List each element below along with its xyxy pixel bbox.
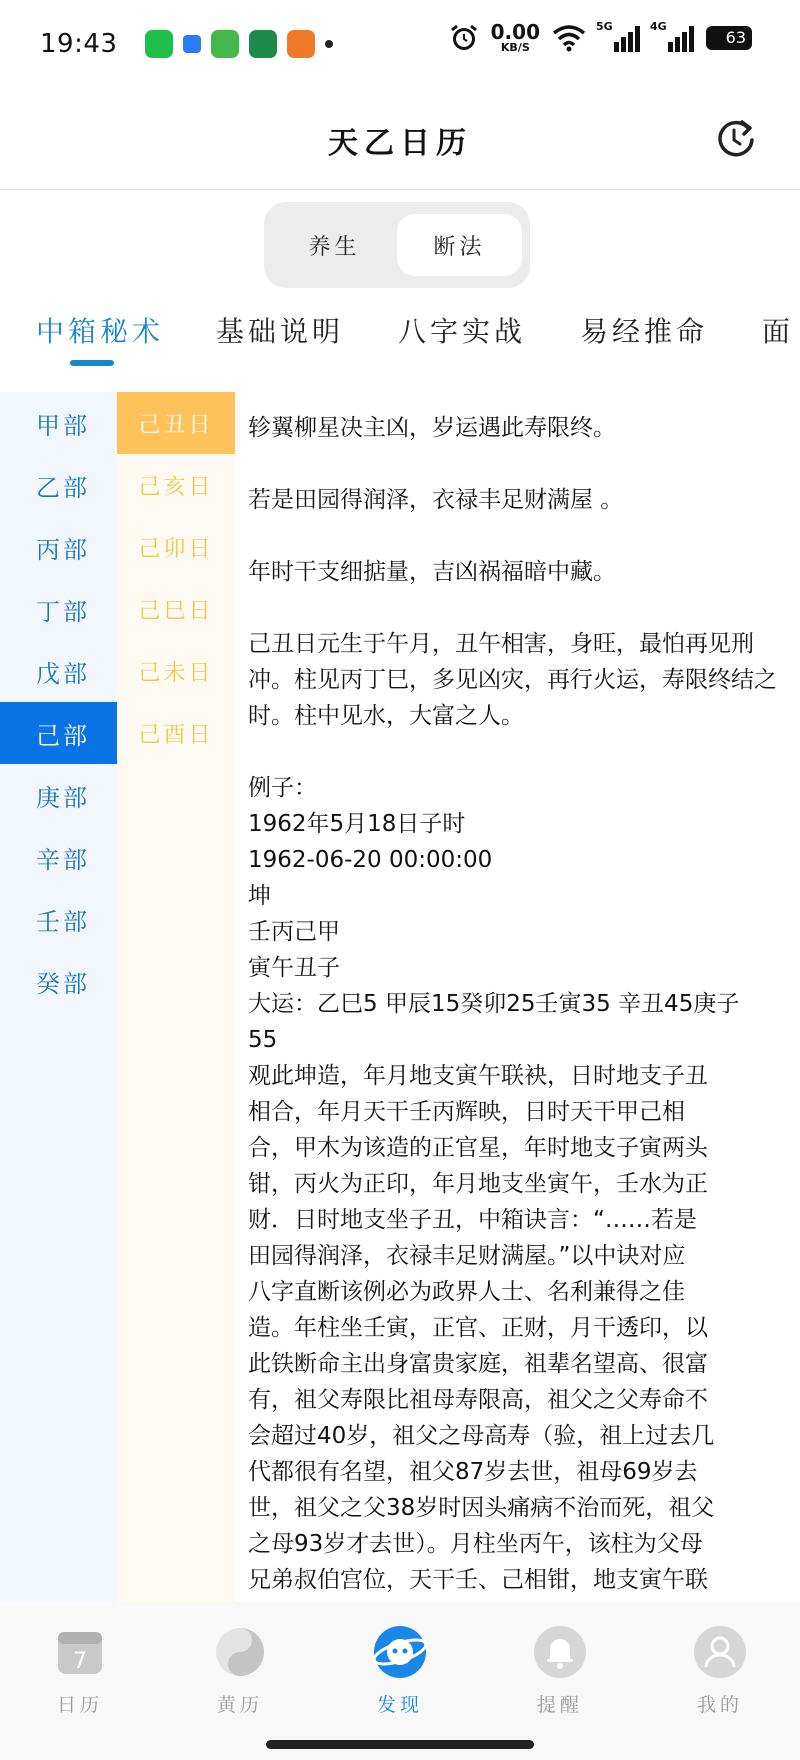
nav-label: 提醒: [536, 1694, 583, 1716]
app-orange-icon: [287, 30, 315, 58]
status-right: [449, 19, 752, 54]
analysis-line: 造。年柱坐壬寅，正官、正财，月干透印，以: [248, 1315, 708, 1341]
analysis-line: 代都很有名望，祖父87岁去世，祖母69岁去: [248, 1459, 698, 1485]
oppo-store-icon: [249, 30, 277, 58]
user-icon: [690, 1622, 750, 1682]
nav-calendar[interactable]: [20, 1622, 140, 1717]
example-date: 1962年5月18日子时: [248, 811, 466, 837]
segment-health[interactable]: 养生: [308, 234, 361, 260]
day-item-jiwei[interactable]: 己未日: [138, 660, 214, 686]
tab-face[interactable]: 面: [762, 315, 795, 348]
verse-line-2: 若是田园得润泽，衣禄丰足财满屋 。: [248, 487, 624, 513]
day-item-jimao[interactable]: 己卯日: [138, 536, 214, 562]
day-item-jisi[interactable]: 己巳日: [138, 598, 214, 624]
analysis-line: 之母93岁才去世）。月柱坐丙午，该柱为父母: [248, 1531, 703, 1557]
tab-bazi-practice[interactable]: 八字实战: [398, 315, 527, 348]
svg-text:7: 7: [73, 1649, 87, 1674]
explanation-paragraph: 己丑日元生于午月，丑午相害，身旺，最怕再见刑冲。柱见丙丁巳，多见凶灾，再行火运，寿限终结之时。柱中见水，大富之人。: [248, 631, 777, 729]
wechat-icon: [145, 30, 173, 58]
verse-line-3: 年时干支细掂量，吉凶祸福暗中藏。: [248, 559, 616, 585]
tab-yijing[interactable]: 易经推命: [580, 315, 709, 348]
sim2-tag: 4G: [650, 19, 667, 33]
status-time: 19:43: [40, 29, 118, 59]
nav-label: 黄历: [216, 1694, 263, 1716]
app-blue-icon: [183, 35, 201, 53]
analysis-line: 相合，年月天干壬丙辉映，日时天干甲己相: [248, 1099, 685, 1125]
analysis-line: 钳，丙火为正印，年月地支坐寅午，壬水为正: [248, 1171, 708, 1197]
analysis-line: 八字直断该例必为政界人士、名利兼得之佳: [248, 1279, 685, 1305]
segment-method[interactable]: 断法: [397, 214, 522, 276]
example-gender: 坤: [248, 883, 271, 909]
nav-profile[interactable]: [660, 1622, 780, 1717]
analysis-line: 此铁断命主出身富贵家庭，祖辈名望高、很富: [248, 1351, 708, 1377]
net-speed-value: 0.00: [490, 20, 540, 44]
part-item-xin[interactable]: 辛部: [36, 845, 90, 874]
example-stems: 壬丙己甲: [248, 919, 340, 945]
analysis-line: 合，甲木为该造的正官星，年时地支子寅两头: [248, 1135, 708, 1161]
day-item-jichou[interactable]: 己丑日: [117, 392, 235, 454]
article-content: [248, 410, 778, 1602]
day-list: [117, 392, 235, 1602]
wifi-icon: [552, 24, 586, 52]
discover-planet-icon: [370, 1622, 430, 1682]
signal-sim1-icon: [596, 19, 640, 52]
tab-zhongxiang[interactable]: 中箱秘术: [36, 315, 165, 348]
part-item-bing[interactable]: 丙部: [36, 535, 90, 564]
part-list: [0, 392, 117, 1602]
day-item-jiyou[interactable]: 己酉日: [138, 722, 214, 748]
network-speed: [491, 22, 540, 53]
message-icon: [211, 30, 239, 58]
refresh-icon[interactable]: [714, 116, 758, 160]
part-item-jia[interactable]: 甲部: [36, 411, 90, 440]
nav-label: 我的: [696, 1694, 743, 1716]
more-notifications-dot-icon: [325, 40, 333, 48]
battery-icon: [706, 26, 752, 50]
analysis-line: 观此坤造，年月地支寅午联袂，日时地支子丑: [248, 1063, 708, 1089]
luck-cycle-line-1: 大运：乙巳5 甲辰15癸卯25壬寅35 辛丑45庚子: [248, 991, 740, 1017]
verse-line-1: 轸翼柳星决主凶，岁运遇此寿限终。: [248, 415, 616, 441]
category-tabs: [0, 300, 800, 380]
calendar-icon: [50, 1622, 110, 1682]
part-item-ding[interactable]: 丁部: [36, 597, 90, 626]
part-item-yi[interactable]: 乙部: [36, 473, 90, 502]
mode-segment-control: [264, 202, 530, 288]
example-datetime: 1962-06-20 00:00:00: [248, 847, 493, 873]
analysis-line: 田园得润泽，衣禄丰足财满屋。”以中诀对应: [248, 1243, 686, 1269]
tab-basics[interactable]: 基础说明: [216, 315, 345, 348]
bottom-nav: [0, 1602, 800, 1760]
part-item-wu[interactable]: 戊部: [36, 659, 90, 688]
example-branches: 寅午丑子: [248, 955, 340, 981]
page-title: 天乙日历: [328, 126, 472, 161]
analysis-line: 世，祖父之父38岁时因头痛病不治而死，祖父: [248, 1495, 715, 1521]
nav-reminder[interactable]: [500, 1622, 620, 1717]
active-tab-indicator: [70, 360, 114, 366]
home-indicator[interactable]: [266, 1740, 534, 1749]
sim1-tag: 5G: [596, 19, 613, 33]
analysis-line: 有，祖父寿限比祖母寿限高，祖父之父寿命不: [248, 1387, 708, 1413]
nav-discover[interactable]: [340, 1622, 460, 1717]
notification-icons: [145, 30, 333, 58]
battery-level: 63: [725, 28, 746, 47]
alarm-icon: [449, 23, 479, 53]
nav-label: 日历: [56, 1694, 103, 1716]
analysis-line: 财．日时地支坐子丑，中箱诀言：“……若是: [248, 1207, 697, 1233]
day-item-jihai[interactable]: 己亥日: [138, 474, 214, 500]
yin-yang-icon: [210, 1622, 270, 1682]
example-label: 例子：: [248, 775, 317, 801]
analysis-line: 兄弟叔伯宫位，天干壬、己相钳，地支寅午联: [248, 1567, 708, 1593]
status-bar: [0, 0, 800, 88]
part-item-ren[interactable]: 壬部: [36, 907, 90, 936]
part-item-geng[interactable]: 庚部: [36, 783, 90, 812]
net-speed-unit: KB/S: [500, 41, 530, 54]
luck-cycle-line-2: 55: [248, 1027, 278, 1053]
signal-sim2-icon: [650, 19, 694, 52]
part-item-gui[interactable]: 癸部: [36, 969, 90, 998]
app-header: [0, 88, 800, 190]
bell-icon: [530, 1622, 590, 1682]
analysis-line: 会超过40岁，祖父之母高寿（验，祖上过去几: [248, 1423, 715, 1449]
nav-label: 发现: [376, 1694, 423, 1716]
part-item-ji[interactable]: 己部: [0, 702, 117, 764]
nav-almanac[interactable]: [180, 1622, 300, 1717]
